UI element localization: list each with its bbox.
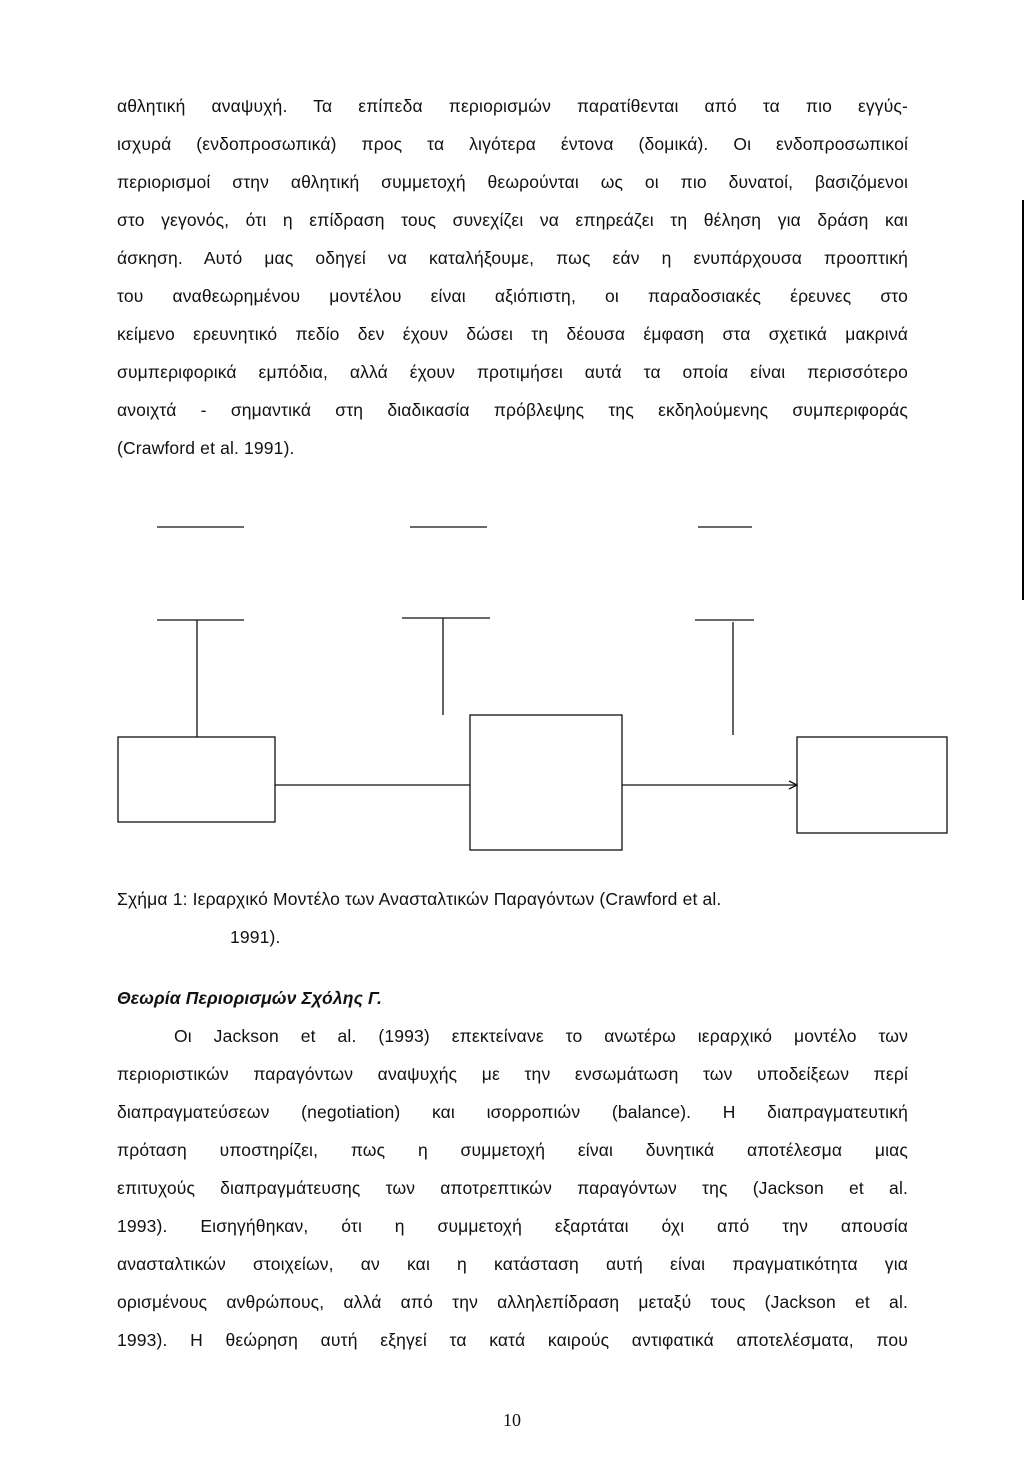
- text-line: διαπραγματεύσεων (negotiation) και ισορροπιών (balance). Η διαπραγματευτική: [117, 1102, 908, 1122]
- text-line: πρόταση υποστηρίζει, πως η συμμετοχή είναι δυνητικά αποτέλεσμα μιας: [117, 1140, 908, 1160]
- text-line: 1993). Εισηγήθηκαν, ότι η συμμετοχή εξαρτάται όχι από την απουσία: [117, 1216, 908, 1236]
- hierarchical-model-diagram: [0, 500, 1024, 860]
- text-line: αθλητική αναψυχή. Τα επίπεδα περιορισμών παρατίθενται από τα πιο εγγύς-: [117, 96, 908, 116]
- text-line: ορισμένους ανθρώπους, αλλά από την αλληλεπίδραση μεταξύ τους (Jackson et al.: [117, 1292, 908, 1312]
- text-line: ανασταλτικών στοιχείων, αν και η κατάσταση αυτή είναι πραγματικότητα για: [117, 1254, 908, 1274]
- text-line: επιτυχούς διαπραγμάτευσης των αποτρεπτικών παραγόντων της (Jackson et al.: [117, 1178, 908, 1198]
- text-line: συμπεριφορικά εμπόδια, αλλά έχουν προτιμήσει αυτά τα οποία είναι περισσότερο: [117, 362, 908, 382]
- box-right: [797, 737, 947, 833]
- text-line: περιοριστικών παραγόντων αναψυχής με την ενσωμάτωση των υποδείξεων περί: [117, 1064, 908, 1084]
- text-line: στο γεγονός, ότι η επίδραση τους συνεχίζει να επηρεάζει τη θέληση για δράση και: [117, 210, 908, 230]
- box-center: [470, 715, 622, 850]
- text-line: άσκηση. Αυτό μας οδηγεί να καταλήξουμε, πως εάν η ενυπάρχουσα προοπτική: [117, 248, 908, 268]
- text-line: του αναθεωρημένου μοντέλου είναι αξιόπιστη, οι παραδοσιακές έρευνες στο: [117, 286, 908, 306]
- text-line: ισχυρά (ενδοπροσωπικά) προς τα λιγότερα έντονα (δομικά). Οι ενδοπροσωπικοί: [117, 134, 908, 154]
- section-heading: Θεωρία Περιορισμών Σχόλης Γ.: [117, 988, 382, 1008]
- text-line: Οι Jackson et al. (1993) επεκτείνανε το ανωτέρω ιεραρχικό μοντέλο των: [174, 1026, 908, 1046]
- text-line: 1993). Η θεώρηση αυτή εξηγεί τα κατά καιρούς αντιφατικά αποτελέσματα, που: [117, 1330, 908, 1350]
- figure-caption-line-1: Σχήμα 1: Ιεραρχικό Μοντέλο των Ανασταλτικών Παραγόντων (Crawford et al.: [117, 889, 722, 909]
- figure-caption-line-2: 1991).: [230, 927, 281, 947]
- page-number: 10: [503, 1410, 521, 1430]
- text-line: (Crawford et al. 1991).: [117, 438, 295, 458]
- text-line: ανοιχτά - σημαντικά στη διαδικασία πρόβλεψης της εκδηλούμενης συμπεριφοράς: [117, 400, 908, 420]
- text-line: κείμενο ερευνητικό πεδίο δεν έχουν δώσει τη δέουσα έμφαση στα σχετικά μακρινά: [117, 324, 908, 344]
- text-line: περιορισμοί στην αθλητική συμμετοχή θεωρούνται ως οι πιο δυνατοί, βασιζόμενοι: [117, 172, 908, 192]
- diagram-svg: [0, 500, 1024, 860]
- box-left: [118, 737, 275, 822]
